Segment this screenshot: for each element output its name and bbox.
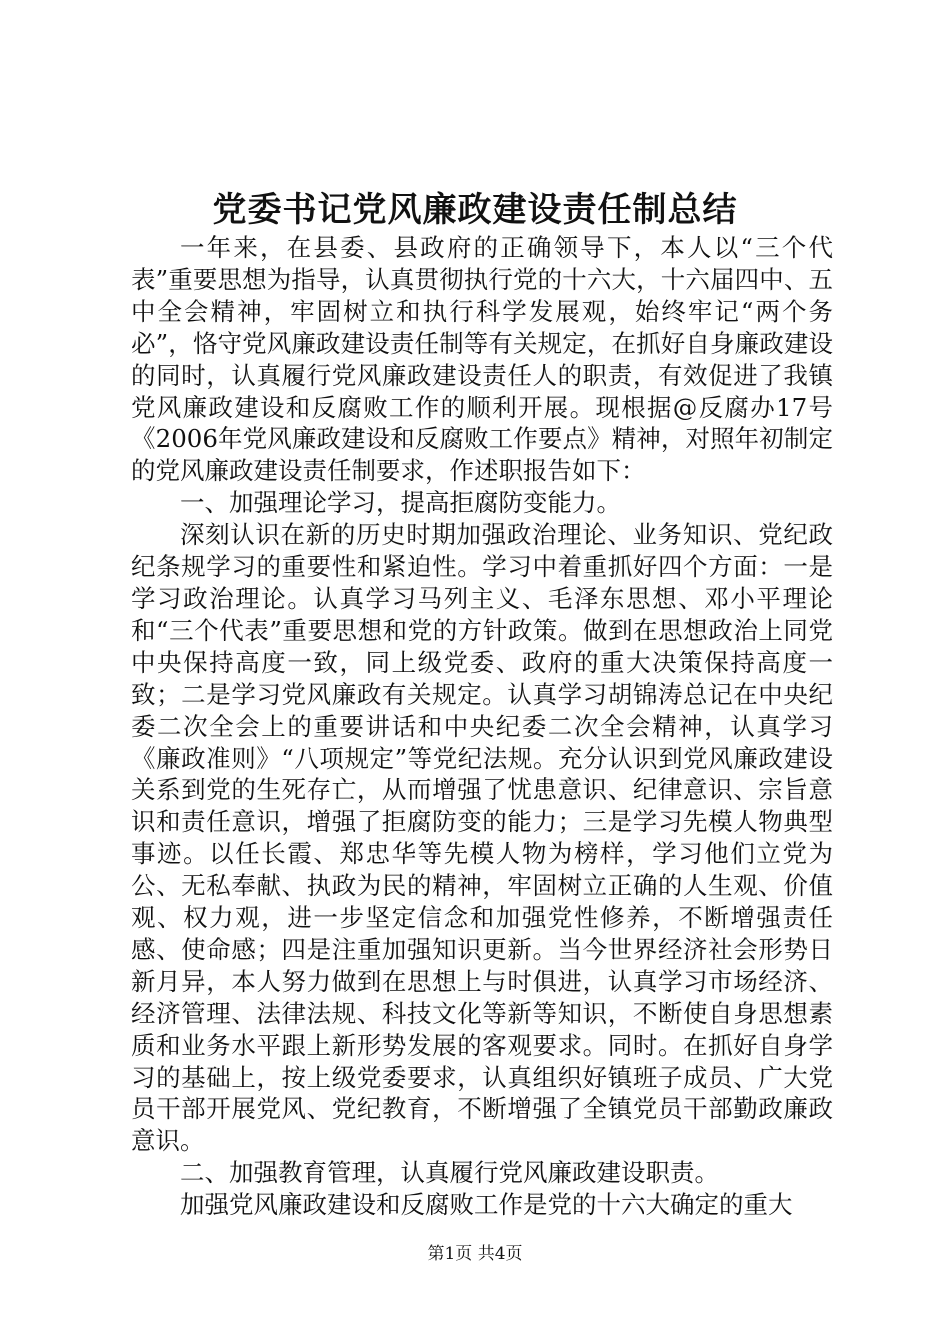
paragraph-continuation: 加强党风廉政建设和反腐败工作是党的十六大确定的重大 <box>180 1190 793 1220</box>
section-heading-1: 一、加强理论学习，提高拒腐防变能力。 <box>180 488 621 518</box>
document-title: 党委书记党风廉政建设责任制总结 <box>212 190 738 230</box>
document-body <box>131 232 833 1221</box>
section-heading-2: 二、加强教育管理，认真履行党风廉政建设职责。 <box>180 1158 719 1188</box>
paragraph-study: 深刻认识在新的历史时期加强政治理论、业务知识、党纪政纪条规学习的重要性和紧迫性。学习中着重抓好四个方面：一是学习政治理论。认真学习马列主义、毛泽东思想、邓小平理论和“三个代表”重要思想和党的方针政策。做到在思想政治上同党中央保持高度一致，同上级党委、政府的重大决策保持高度一致；二是学习党风廉政有关规定。认真学习胡锦涛总记在中央纪委二次全会上的重要讲话和中央纪委二次全会精神，认真学习《廉政准则》“八项规定”等党纪法规。充分认识到党风廉政建设关系到党的生死存亡，从而增强了忧患意识、纪律意识、宗旨意识和责任意识，增强了拒腐防变的能力；三是学习先模人物典型事迹。以任长霞、郑忠华等先模人物为榜样，学习他们立党为公、无私奉献、执政为民的精神，牢固树立正确的人生观、价值观、权力观，进一步坚定信念和加强党性修养，不断增强责任感、使命感；四是注重加强知识更新。当今世界经济社会形势日新月异，本人努力做到在思想上与时俱进，认真学习市场经济、经济管理、法律法规、科技文化等新等知识，不断使自身思想素质和业务水平跟上新形势发展的客观要求。同时。在抓好自身学习的基础上，按上级党委要求，认真组织好镇班子成员、广大党员干部开展党风、党纪教育，不断增强了全镇党员干部勤政廉政意识。 <box>131 520 833 1156</box>
page-footer: 第1页 共4页 <box>427 1244 523 1264</box>
paragraph-intro: 一年来，在县委、县政府的正确领导下，本人以“三个代表”重要思想为指导，认真贯彻执行党的十六大，十六届四中、五中全会精神，牢固树立和执行科学发展观，始终牢记“两个务必”，恪守党风廉政建设责任制等有关规定，在抓好自身廉政建设的同时，认真履行党风廉政建设责任人的职责，有效促进了我镇党风廉政建设和反腐败工作的顺利开展。现根据@反腐办17号《2006年党风廉政建设和反腐败工作要点》精神，对照年初制定的党风廉政建设责任制要求，作述职报告如下： <box>131 233 833 486</box>
